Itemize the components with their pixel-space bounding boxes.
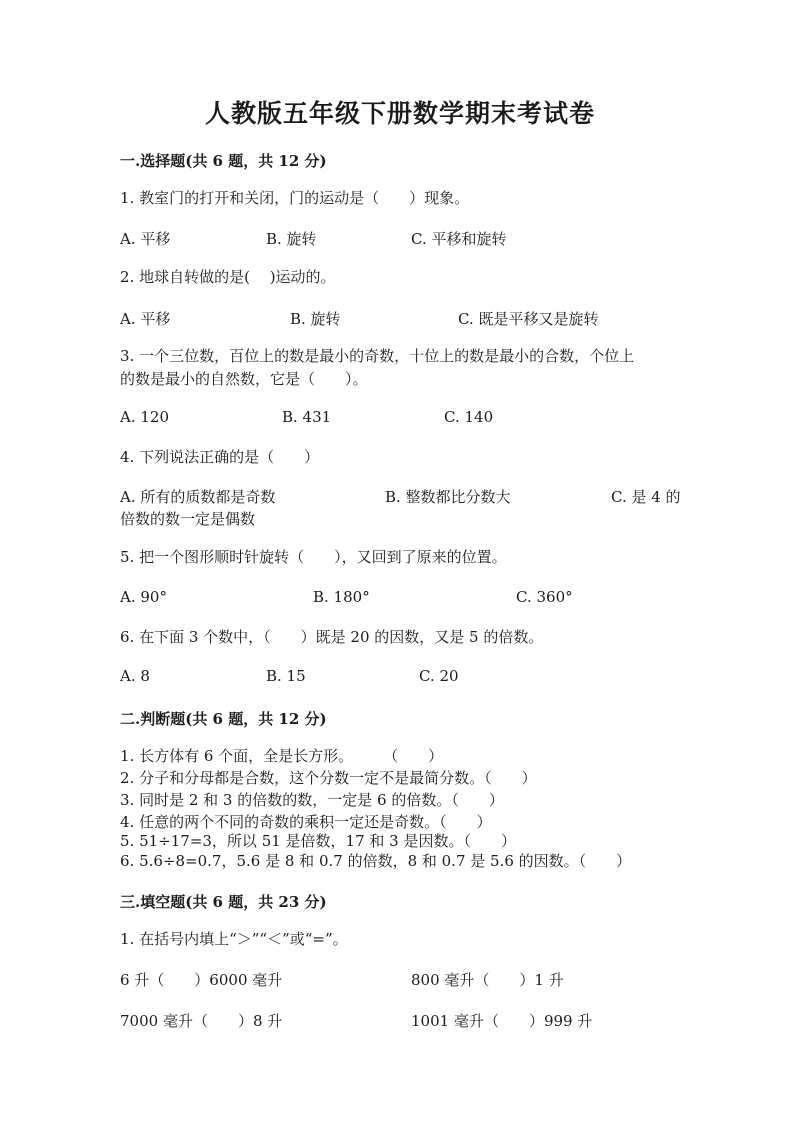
question-3-option-b: B. 431 — [282, 408, 332, 426]
question-3-stem-line1: 3. 一个三位数，百位上的数是最小的奇数，十位上的数是最小的合数，个位上 — [120, 347, 635, 365]
section-heading-fill-blank: 三.填空题(共 6 题，共 23 分) — [120, 893, 327, 911]
comparison-2: 800 毫升（ ）1 升 — [411, 971, 564, 989]
question-4-option-c: C. 是 4 的 — [611, 488, 681, 506]
question-3-stem-line2: 的数是最小的自然数，它是（ ）。 — [120, 370, 368, 388]
tf-item-6: 6. 5.6÷8=0.7，5.6 是 8 和 0.7 的倍数，8 和 0.7 是 5.6 的因数。（ ） — [120, 852, 632, 870]
question-4-option-b: B. 整数都比分数大 — [385, 488, 511, 506]
tf-item-1: 1. 长方体有 6 个面，全是长方形。 （ ） — [120, 747, 444, 765]
section-heading-true-false: 二.判断题(共 6 题，共 12 分) — [120, 710, 327, 728]
comparison-3: 7000 毫升（ ）8 升 — [120, 1012, 283, 1030]
question-3-option-c: C. 140 — [444, 408, 494, 426]
question-6-stem: 6. 在下面 3 个数中，（ ）既是 20 的因数，又是 5 的倍数。 — [120, 628, 544, 646]
question-5-option-c: C. 360° — [516, 588, 573, 606]
fill-question-1-stem: 1. 在括号内填上“＞”“＜”或“=”。 — [120, 930, 348, 948]
question-2-option-c: C. 既是平移又是旋转 — [458, 310, 599, 328]
question-1-option-c: C. 平移和旋转 — [411, 230, 507, 248]
question-4-stem: 4. 下列说法正确的是（ ） — [120, 448, 320, 466]
question-1-stem: 1. 教室门的打开和关闭，门的运动是（ ）现象。 — [120, 189, 470, 207]
page-title: 人教版五年级下册数学期末考试卷 — [204, 99, 595, 128]
question-4-option-a: A. 所有的质数都是奇数 — [120, 488, 276, 506]
question-6-option-a: A. 8 — [120, 667, 150, 685]
question-5-option-b: B. 180° — [313, 588, 370, 606]
tf-item-4: 4. 任意的两个不同的奇数的乘积一定还是奇数。（ ） — [120, 813, 492, 831]
question-4-option-c-continued: 倍数的数一定是偶数 — [120, 510, 256, 528]
question-3-option-a: A. 120 — [120, 408, 169, 426]
question-5-option-a: A. 90° — [120, 588, 167, 606]
question-6-option-c: C. 20 — [419, 667, 459, 685]
tf-item-5: 5. 51÷17=3，所以 51 是倍数，17 和 3 是因数。（ ） — [120, 832, 516, 850]
question-5-stem: 5. 把一个图形顺时针旋转（ ），又回到了原来的位置。 — [120, 548, 507, 566]
tf-item-2: 2. 分子和分母都是合数，这个分数一定不是最简分数。（ ） — [120, 769, 537, 787]
question-1-option-a: A. 平移 — [120, 230, 171, 248]
question-2-option-b: B. 旋转 — [290, 310, 341, 328]
tf-item-3: 3. 同时是 2 和 3 的倍数的数，一定是 6 的倍数。（ ） — [120, 791, 504, 809]
comparison-1: 6 升（ ）6000 毫升 — [120, 971, 283, 989]
question-1-option-b: B. 旋转 — [266, 230, 317, 248]
question-6-option-b: B. 15 — [266, 667, 306, 685]
section-heading-choice: 一.选择题(共 6 题，共 12 分) — [120, 152, 327, 170]
comparison-4: 1001 毫升（ ）999 升 — [411, 1012, 593, 1030]
question-2-option-a: A. 平移 — [120, 310, 171, 328]
question-2-stem: 2. 地球自转做的是( )运动的。 — [120, 268, 336, 286]
